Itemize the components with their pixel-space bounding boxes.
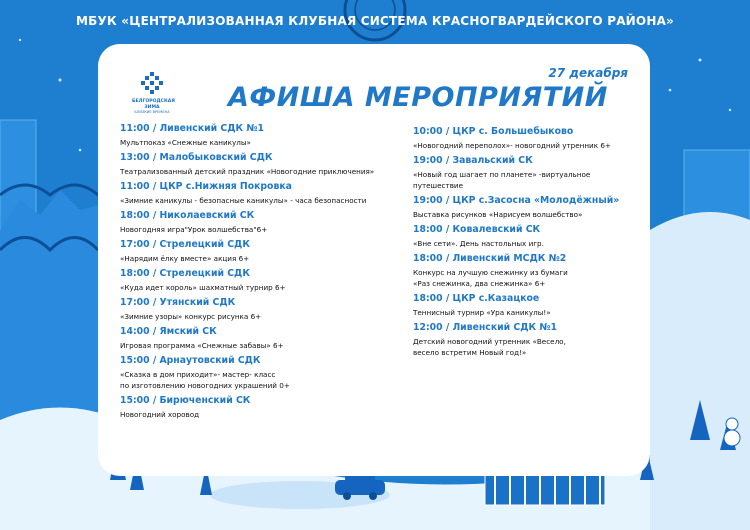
organization-header: МБУК «ЦЕНТРАЛИЗОВАННАЯ КЛУБНАЯ СИСТЕМА КРАСНОГВАРДЕЙСКОГО РАЙОНА» <box>75 14 675 28</box>
event-heading: 11:00 / Ливенский СДК №1 <box>120 123 264 134</box>
event-description: «Зимние узоры» конкурс рисунка 6+ <box>120 312 262 321</box>
event-item <box>413 224 643 249</box>
event-item <box>120 239 410 264</box>
event-item <box>413 195 643 220</box>
event-item <box>120 181 410 206</box>
event-item <box>120 210 410 235</box>
event-item <box>120 326 410 351</box>
left-event-column <box>120 123 410 424</box>
event-heading: 18:00 / ЦКР с.Казацкое <box>413 293 540 304</box>
event-item <box>120 152 410 177</box>
event-description: «Вне сети». День настольных игр. <box>413 239 544 248</box>
event-item <box>120 355 410 391</box>
right-event-column <box>413 126 643 362</box>
event-description: «Новый год шагает по планете» -виртуальное путешествие <box>413 170 591 190</box>
event-item <box>120 395 410 420</box>
event-heading: 11:00 / ЦКР с.Нижняя Покровка <box>120 181 292 192</box>
snowman-icon <box>724 418 740 446</box>
event-description: «Зимние каникулы - безопасные каникулы» - часа безопасности <box>120 196 367 205</box>
event-heading: 17:00 / Стрелецкий СДК <box>120 239 250 250</box>
event-description: Детский новогодний утренник «Весело, весело встретим Новый год!» <box>413 337 566 357</box>
event-heading: 10:00 / ЦКР с. Большебыково <box>413 126 574 137</box>
event-item <box>120 123 410 148</box>
event-description: Теннисный турнир «Ура каникулы!» <box>413 308 551 317</box>
event-item <box>120 268 410 293</box>
event-description: Театрализованный детский праздник «Новогодние приключения» <box>120 167 375 176</box>
belgorod-winter-logo <box>132 72 175 122</box>
event-item <box>413 322 643 358</box>
event-description: Новогодний хоровод <box>120 410 200 419</box>
event-heading: 14:00 / Ямский СК <box>120 326 217 337</box>
event-description: Новогодняя игра"Урок волшебства"6+ <box>120 225 268 234</box>
event-heading: 13:00 / Малобыковский СДК <box>120 152 273 163</box>
event-item <box>413 155 643 191</box>
event-description: Конкурс на лучшую снежинку из бумаги «Раз снежинка, два снежинка» 6+ <box>413 268 568 288</box>
page-title: АФИША МЕРОПРИЯТИЙ <box>228 82 608 113</box>
event-date: 27 декабря <box>548 66 628 80</box>
event-description: «Новогодний переполох»- новогодний утренник 6+ <box>413 141 611 150</box>
event-item <box>413 293 643 318</box>
event-description: Мультпоказ «Снежные каникулы» <box>120 138 251 147</box>
logo-line-3: БЛИЗКИЕ ВРЕМЕНА <box>134 110 170 114</box>
event-heading: 19:00 / Завальский СК <box>413 155 533 166</box>
event-description: Игровая программа «Снежные забавы» 6+ <box>120 341 284 350</box>
event-heading: 17:00 / Утянский СДК <box>120 297 236 308</box>
event-item <box>413 253 643 289</box>
event-heading: 15:00 / Бирюченский СК <box>120 395 251 406</box>
event-description: Выставка рисунков «Нарисуем волшебство» <box>413 210 583 219</box>
event-heading: 18:00 / Николаевский СК <box>120 210 255 221</box>
event-description: «Куда идет король» шахматный турнир 6+ <box>120 283 286 292</box>
event-description: «Сказка в дом приходит»- мастер- класс по изготовлению новогодних украшений 0+ <box>120 370 290 390</box>
event-heading: 18:00 / Ливенский МСДК №2 <box>413 253 567 264</box>
event-heading: 18:00 / Ковалевский СК <box>413 224 541 235</box>
event-heading: 12:00 / Ливенский СДК №1 <box>413 322 557 333</box>
event-item <box>120 297 410 322</box>
logo-line-2: ЗИМА <box>144 105 160 110</box>
snowflake-logo-icon <box>141 72 163 94</box>
logo-line-1: БЕЛГОРОДСКАЯ <box>132 99 175 104</box>
event-description: «Нарядим ёлку вместе» акция 6+ <box>120 254 250 263</box>
event-heading: 19:00 / ЦКР с.Засосна «Молодёжный» <box>413 195 620 206</box>
event-item <box>413 126 643 151</box>
event-heading: 15:00 / Арнаутовский СДК <box>120 355 261 366</box>
event-heading: 18:00 / Стрелецкий СДК <box>120 268 250 279</box>
